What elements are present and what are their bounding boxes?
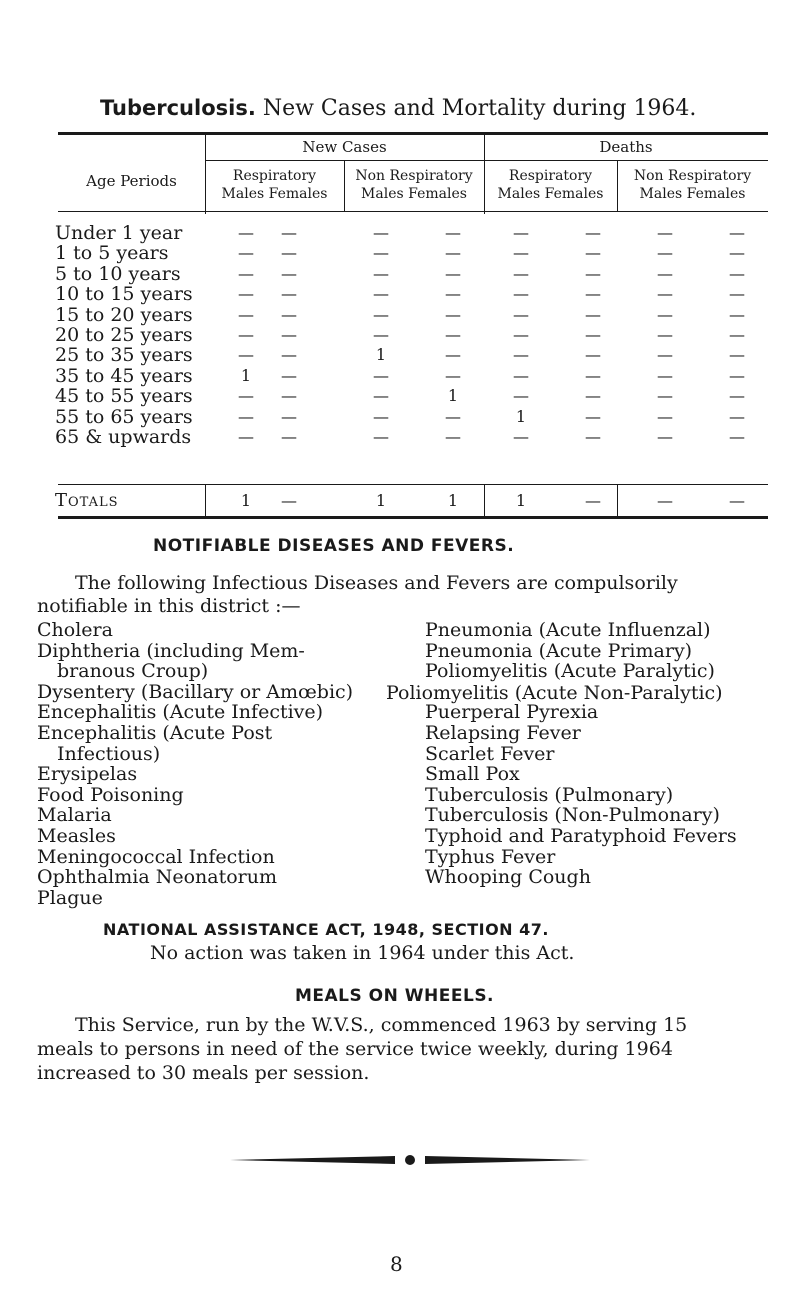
table-cell: — [513,386,529,405]
table-cell: — [238,325,254,344]
ornament-divider [230,1151,590,1163]
header-nc-nonresp: Non Respiratory [355,168,473,184]
meals-on-wheels-heading: MEALS ON WHEELS. [295,986,495,1006]
header-d-resp: Respiratory [508,168,593,184]
table-title [100,96,696,121]
table-cell: — [513,243,529,262]
totals-top-rule [58,484,768,485]
table-cell: — [281,305,297,324]
table-cell: — [657,223,673,242]
table-cell: — [281,223,297,242]
disease-item: Food Poisoning [37,784,184,806]
disease-item: Encephalitis (Acute Infective) [37,701,324,723]
disease-item: Encephalitis (Acute Post [37,722,273,744]
table-cell: — [373,407,389,426]
disease-item: Pneumonia (Acute Primary) [425,640,693,662]
disease-item: Relapsing Fever [425,722,581,744]
title-bold: Tuberculosis. [100,96,256,120]
table-cell: — [373,223,389,242]
table-cell: — [238,264,254,283]
table-cell: — [281,345,297,364]
table-cell: — [657,386,673,405]
table-cell: — [373,264,389,283]
totals-cell: 1 [240,491,252,510]
table-cell: — [657,243,673,262]
table-cell: — [585,223,601,242]
notifiable-intro-1: The following Infectious Diseases and Fevers are compulsorily [75,572,678,594]
notifiable-heading: NOTIFIABLE DISEASES AND FEVERS. [153,536,515,556]
table-cell: — [281,243,297,262]
disease-item: Infectious) [57,743,161,765]
table-cell: — [445,264,461,283]
disease-item: Whooping Cough [425,866,591,888]
page-number: 8 [390,1252,403,1276]
meals-line-3: increased to 30 meals per session. [37,1062,370,1084]
table-cell: — [729,325,745,344]
disease-item: Puerperal Pyrexia [425,701,599,723]
table-cell: — [238,386,254,405]
table-cell: — [657,407,673,426]
header-nc-nonresp-mf: Males Females [361,186,467,202]
national-assistance-text: No action was taken in 1964 under this Act. [150,942,575,964]
disease-item: Malaria [37,804,112,826]
table-cell: — [513,305,529,324]
table-cell: — [445,223,461,242]
table-cell: — [281,325,297,344]
header-bottom-rule [58,211,768,212]
totals-cell: — [281,491,297,510]
disease-item: Small Pox [425,763,520,785]
header-nc-resp-mf: Males Females [221,186,328,202]
row-label: 15 to 20 years [55,304,193,326]
totals-cell: 1 [447,491,459,510]
table-cell: — [281,386,297,405]
table-cell: — [729,243,745,262]
title-rest: New Cases and Mortality during 1964. [262,96,697,121]
table-cell: — [445,305,461,324]
table-cell: — [445,284,461,303]
table-cell: — [513,223,529,242]
table-cell: — [585,427,601,446]
header-deaths: Deaths [599,138,653,156]
table-cell: — [445,325,461,344]
meals-line-2: meals to persons in need of the service twice weekly, during 1964 [37,1038,673,1060]
table-cell: — [657,366,673,385]
header-group-rule [205,160,768,161]
table-cell: — [238,407,254,426]
row-label: 5 to 10 years [55,263,181,285]
disease-item: Diphtheria (including Mem- [37,640,305,662]
table-cell: — [657,345,673,364]
table-cell: — [513,264,529,283]
table-cell: — [657,427,673,446]
table-cell: — [657,325,673,344]
table-cell: — [729,386,745,405]
table-cell: — [729,366,745,385]
disease-item: Poliomyelitis (Acute Non-Paralytic) [386,682,723,704]
table-cell: — [513,345,529,364]
table-cell: — [729,264,745,283]
header-nc-resp: Respiratory [232,168,317,184]
row-label: 45 to 55 years [55,385,193,407]
table-cell: 1 [375,345,387,364]
disease-item: Tuberculosis (Pulmonary) [425,784,674,806]
table-cell: — [445,427,461,446]
ornament-divider-icon [230,1154,590,1166]
table-cell: — [445,243,461,262]
disease-item: Typhoid and Paratyphoid Fevers [425,825,737,847]
disease-item: branous Croup) [57,660,209,682]
table-cell: — [513,366,529,385]
disease-item: Erysipelas [37,763,138,785]
table-cell: — [238,243,254,262]
table-cell: — [445,366,461,385]
disease-item: Dysentery (Bacillary or Amœbic) [37,681,354,703]
table-cell: — [585,325,601,344]
disease-item: Measles [37,825,116,847]
col-divider-4b [617,484,618,518]
totals-cell: — [585,491,601,510]
disease-item: Poliomyelitis (Acute Paralytic) [425,660,715,682]
disease-item: Tuberculosis (Non-Pulmonary) [425,804,720,826]
table-top-rule [58,132,768,135]
table-cell: — [373,386,389,405]
table-cell: — [729,223,745,242]
table-cell: — [585,284,601,303]
table-cell: — [445,345,461,364]
row-label: 20 to 25 years [55,324,193,346]
table-cell: — [281,366,297,385]
table-cell: — [373,366,389,385]
row-label: 25 to 35 years [55,344,193,366]
header-d-nonresp: Non Respiratory [633,168,752,184]
table-cell: — [729,407,745,426]
row-label: 1 to 5 years [55,242,169,264]
table-cell: — [238,284,254,303]
header-d-resp-mf: Males Females [497,186,604,202]
totals-cell: — [729,491,745,510]
table-cell: — [373,325,389,344]
table-cell: — [238,305,254,324]
totals-cell: 1 [375,491,387,510]
table-cell: — [657,284,673,303]
table-bottom-rule [58,516,768,519]
table-cell: — [585,264,601,283]
row-label: 10 to 15 years [55,283,193,305]
table-cell: — [729,427,745,446]
table-cell: — [281,427,297,446]
table-cell: — [729,305,745,324]
row-label: 55 to 65 years [55,406,193,428]
disease-item: Typhus Fever [425,846,556,868]
disease-item: Cholera [37,619,113,641]
table-cell: — [585,243,601,262]
row-label: 35 to 45 years [55,365,193,387]
table-cell: — [657,305,673,324]
totals-label: Totals [55,490,119,511]
table-cell: — [281,284,297,303]
meals-line-1: This Service, run by the W.V.S., commenced 1963 by serving 15 [75,1014,688,1036]
table-cell: — [585,305,601,324]
col-divider-1b [205,484,206,518]
row-label: 65 & upwards [55,426,192,448]
table-cell: 1 [515,407,527,426]
header-d-nonresp-mf: Males Females [639,186,746,202]
table-cell: — [445,407,461,426]
table-cell: — [373,284,389,303]
table-cell: — [238,345,254,364]
disease-item: Pneumonia (Acute Influenzal) [425,619,711,641]
table-cell: — [281,264,297,283]
row-label: Under 1 year [55,222,183,244]
table-cell: — [513,284,529,303]
totals-cell: — [657,491,673,510]
table-cell: — [373,305,389,324]
disease-item: Ophthalmia Neonatorum [37,866,277,888]
disease-item: Meningococcal Infection [37,846,275,868]
table-cell: — [373,243,389,262]
table-cell: — [585,345,601,364]
national-assistance-heading: NATIONAL ASSISTANCE ACT, 1948, SECTION 47. [103,920,549,939]
table-cell: — [281,407,297,426]
notifiable-intro-2: notifiable in this district :— [37,595,301,617]
table-cell: — [585,366,601,385]
disease-item: Plague [37,887,103,909]
table-cell: — [238,427,254,446]
totals-cell: 1 [515,491,527,510]
table-cell: — [729,284,745,303]
table-cell: — [729,345,745,364]
table-cell: — [585,407,601,426]
table-cell: 1 [240,366,252,385]
header-age-periods: Age Periods [86,172,177,190]
table-cell: 1 [447,386,459,405]
table-cell: — [238,223,254,242]
disease-item: Scarlet Fever [425,743,555,765]
table-cell: — [513,427,529,446]
table-cell: — [513,325,529,344]
table-cell: — [657,264,673,283]
col-divider-3b [484,484,485,518]
header-new-cases: New Cases [302,138,387,156]
table-cell: — [373,427,389,446]
table-cell: — [585,386,601,405]
